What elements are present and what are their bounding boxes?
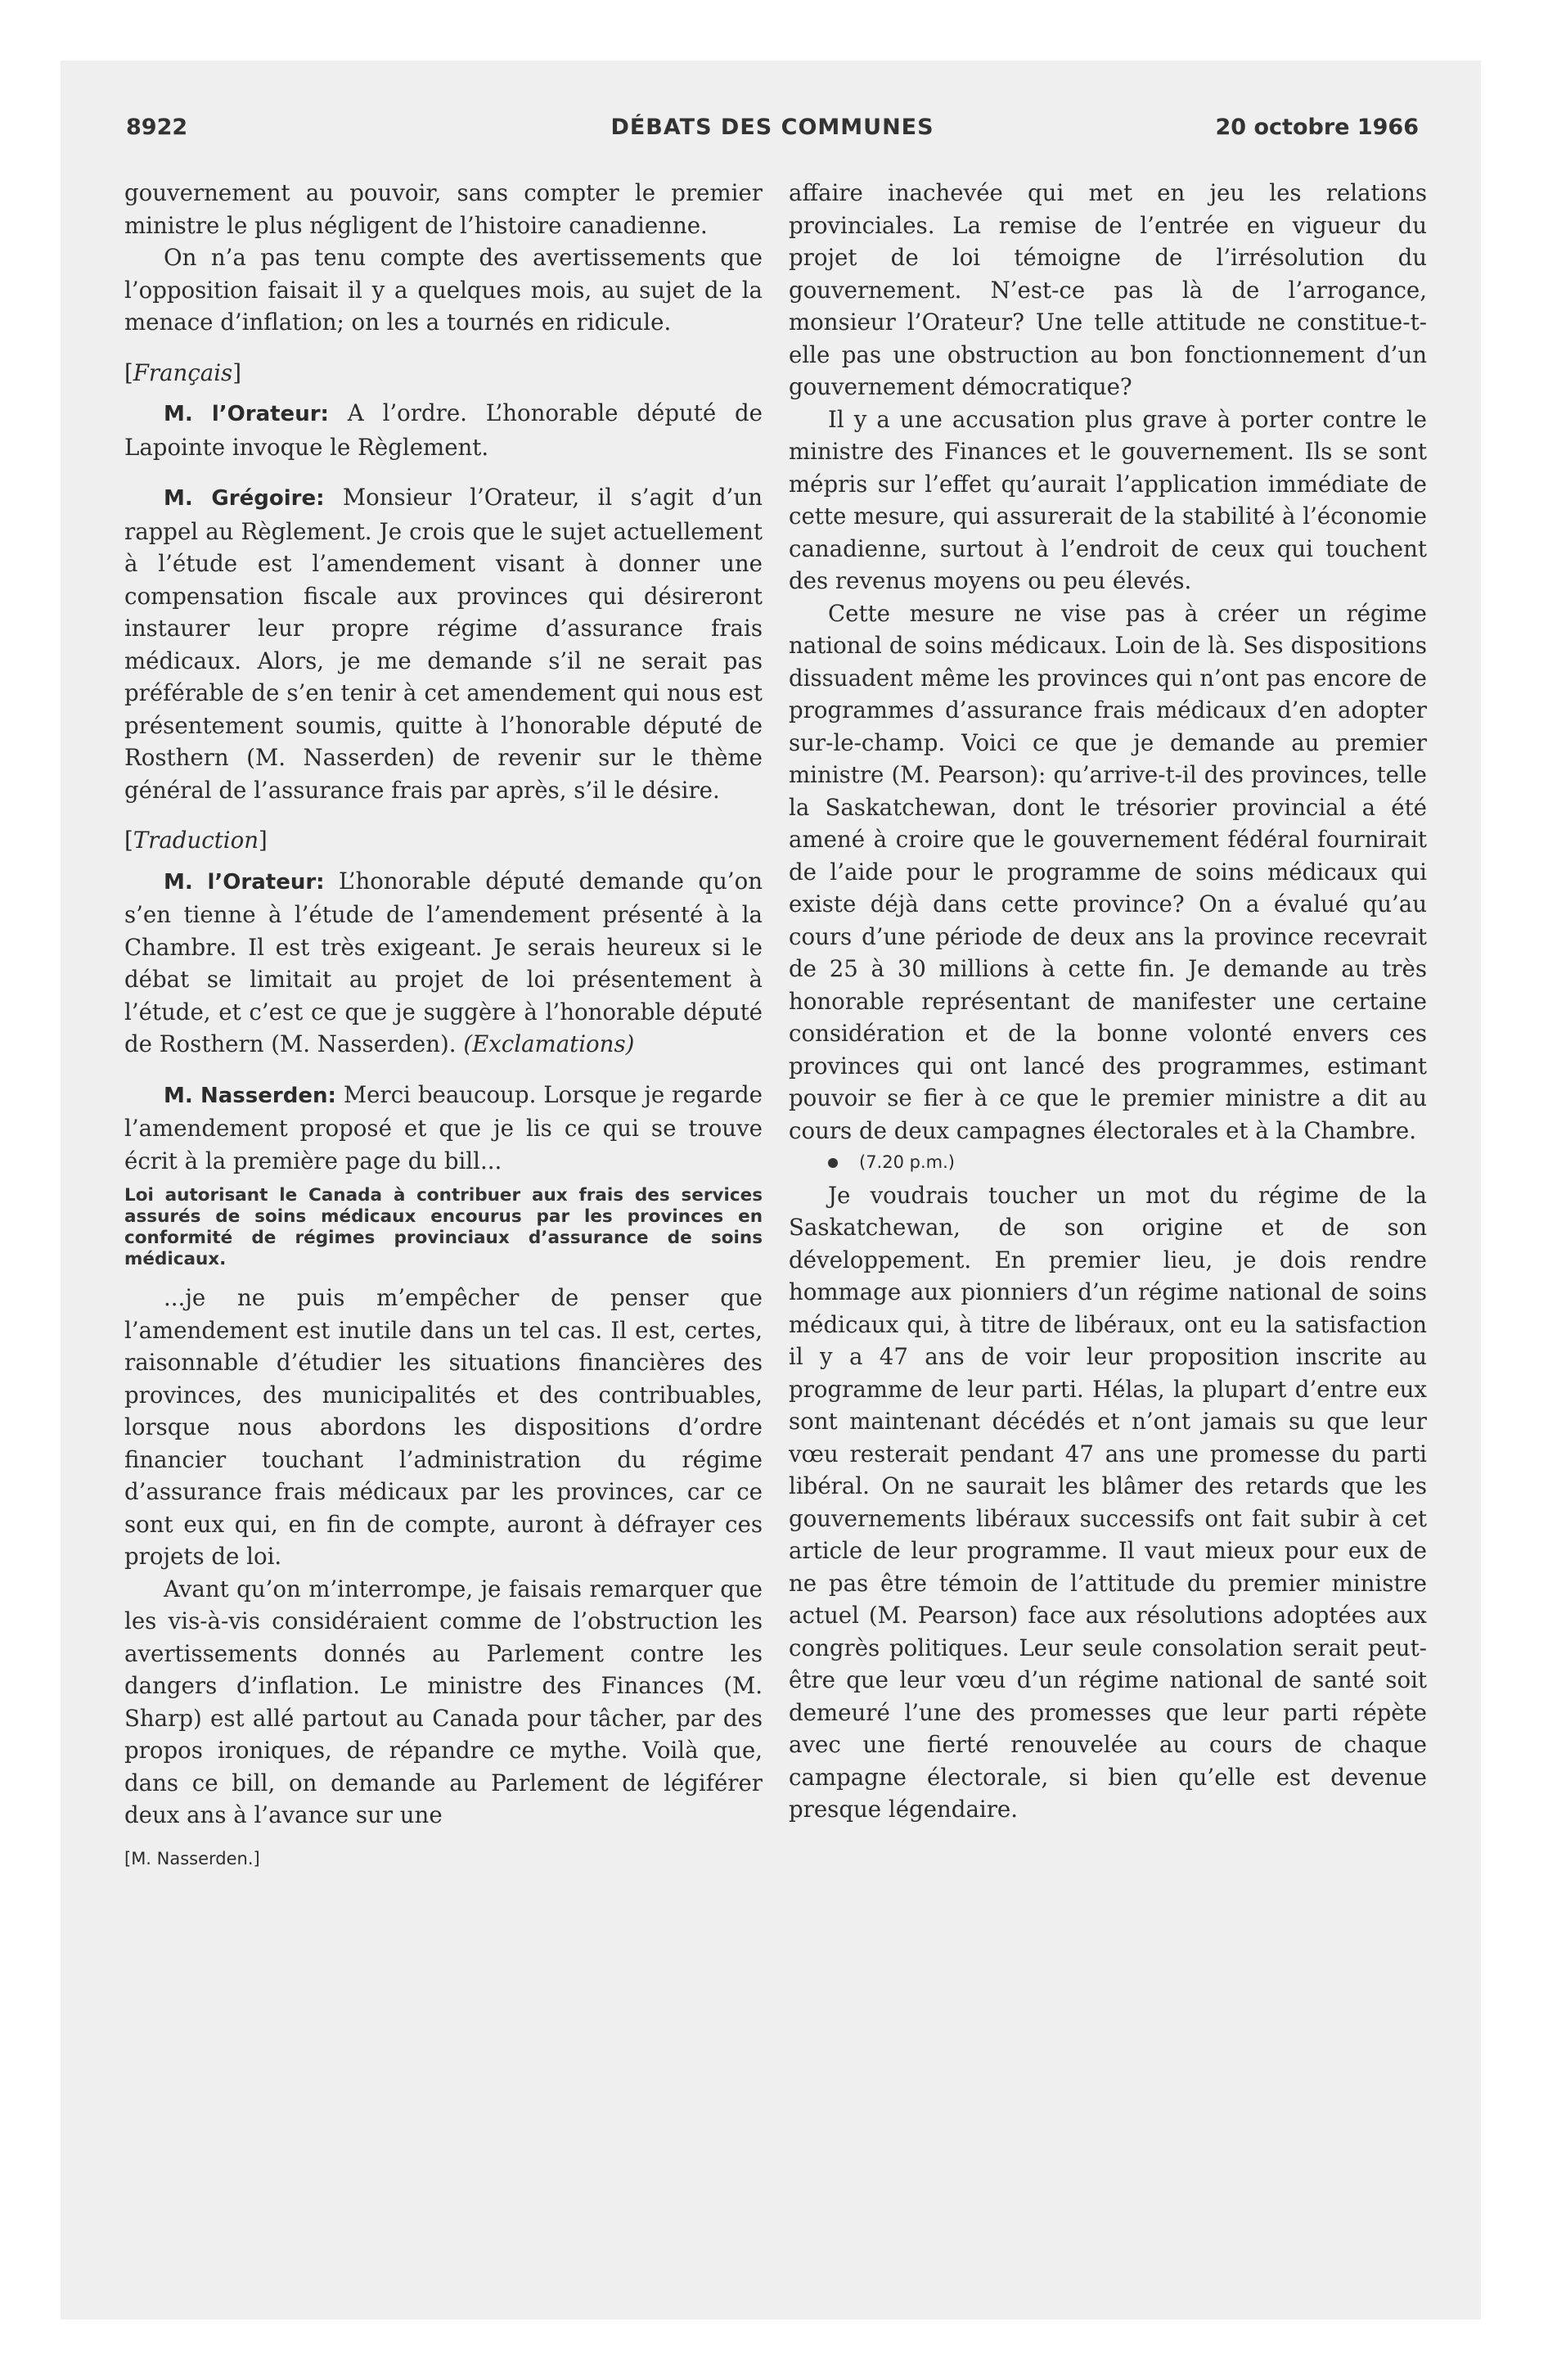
paragraph: Avant qu’on m’interrompe, je faisais remarquer que les vis-à-vis considéraient comme de l’obstruction les avertissements donnés au Parlement contre les dangers d’inflation. Le ministre des Finances (M. Sharp) est allé partout au Canada pour tâcher, par des propos ironiques, de répandre ce mythe. Voilà que, dans ce bill, on demande au Parlement de légiférer deux ans à l’avance sur une [124,1575,763,1828]
speaker-signature: [M. Nasserden.] [124,1848,260,1868]
publication-title: DÉBATS DES COMMUNES [610,115,934,140]
language-note-text: Français [133,358,233,386]
speech-orateur [124,397,763,463]
speaker-name: M. l’Orateur: [164,869,325,895]
speech-text: A l’ordre. L’honorable député de Lapointe invoque le Règlement. [124,399,763,461]
speaker-name: M. Nasserden: [164,1083,336,1108]
speech-text: Monsieur l’Orateur, il s’agit d’un rappel au Règlement. Je crois que le sujet actuellement à l’étude est l’amendement visant à donner une compensation fiscale aux provinces qui désireront instaurer leur propre régime d’assurance frais médicaux. Alors, je me demande s’il ne serait pas préférable de s’en tenir à cet amendement qui nous est présentement soumis, quitte à l’honorable député de Rosthern (M. Nasserden) de revenir sur le thème général de l’assurance frais par après, s’il le désire. [124,484,763,804]
bullet-icon [828,1158,838,1168]
publication-date: 20 octobre 1966 [1215,115,1419,140]
exclamations-note: (Exclamations) [463,1030,635,1057]
speech-nasserden [124,1079,763,1178]
language-note-traduction: [Traduction] [124,827,268,854]
paragraph: Je voudrais toucher un mot du régime de la Saskatchewan, de son origine et de son développement. En premier lieu, je dois rendre hommage aux pionniers d’un régime national de soins médicaux qui, à titre de libéraux, ont eu la satisfaction il y a 47 ans de voir leur proposition inscrite au programme de leur parti. Hélas, la plupart d’entre eux sont maintenant décédés et n’ont jamais su que leur vœu resterait pendant 47 ans une promesse du parti libéral. On ne saurait les blâmer des retards que les gouvernements libéraux successifs ont fait subir à cet article de leur programme. Il vaut mieux pour eux de ne pas être témoin de l’attitude du premier ministre actuel (M. Pearson) face aux résolutions adoptées aux congrès politiques. Leur seule consolation serait peut-être que leur vœu d’un régime national de santé soit demeuré l’une des promesses que leur parti répète avec une fierté renouvelée au cours de chaque campagne électorale, si bien qu’elle est devenue presque légendaire. [789,1181,1427,1823]
page-header [126,115,1419,156]
language-note-francais: [Français] [124,358,241,386]
left-column [124,177,763,1875]
time-marker [789,1147,1427,1179]
paragraph: On n’a pas tenu compte des avertissements que l’opposition faisait il y a quelques mois, au sujet de la menace d’inflation; on les a tournés en ridicule. [124,244,763,336]
speech-text: L’honorable député demande qu’on s’en tienne à l’étude de l’amendement présenté à la Chambre. Il est très exigeant. Je serais heureux si le débat se limitait au projet de loi présentement à l’étude, et c’est ce que je suggère à l’honorable député de Rosthern (M. Nasserden). [124,867,763,1057]
speech-text: Merci beaucoup. Lorsque je regarde l’amendement proposé et que je lis ce qui se trouve écrit à la première page du bill... [124,1080,763,1174]
right-column [789,177,1427,1826]
speaker-name: M. l’Orateur: [164,402,329,426]
paragraph: ...je ne puis m’empêcher de penser que l’amendement est inutile dans un tel cas. Il est, certes, raisonnable d’étudier les situations financières des provinces, des municipalités et des contribuables, lorsque nous abordons les dispositions d’ordre financier touchant l’administration du régime d’assurance frais médicaux par les provinces, car ce sont eux qui, en fin de compte, auront à défrayer ces projets de loi. [124,1284,763,1570]
speech-gregoire [124,481,763,806]
paragraph: gouvernement au pouvoir, sans compter le premier ministre le plus négligent de l’histoire canadienne. [124,179,763,239]
paragraph: Il y a une accusation plus grave à porter contre le ministre des Finances et le gouvernement. Ils se sont mépris sur l’effet qu’aurait l’application immédiate de cette mesure, qui assurerait de la stabilité à l’économie canadienne, surtout à l’endroit de ceux qui touchent des revenus moyens ou peu élevés. [789,405,1427,594]
speaker-name: M. Grégoire: [164,486,325,511]
paragraph: Cette mesure ne vise pas à créer un régime national de soins médicaux. Loin de là. Ses dispositions dissuadent même les provinces qui n’ont pas encore de programmes d’assurance frais médicaux d’en adopter sur-le-champ. Voici ce que je demande au premier ministre (M. Pearson): qu’arrive-t-il des provinces, telle la Saskatchewan, dont le trésorier provincial a été amené à croire que le gouvernement fédéral fournirait de l’aide pour le programme de soins médicaux qui existe déjà dans cette province? On a évalué qu’au cours d’une période de deux ans la province recevrait de 25 à 30 millions à cette fin. Je demande au très honorable représentant de manifester une certaine considération et de la bonne volonté envers ces provinces qui ont lancé des programmes, estimant pouvoir se fier à ce que le premier ministre a dit au cours de deux campagnes électorales et à la Chambre. [789,599,1427,1144]
page-number: 8922 [126,115,188,140]
language-note-text: Traduction [133,827,259,854]
time-text: (7.20 p.m.) [859,1152,955,1172]
bill-title-quote: Loi autorisant le Canada à contribuer aux frais des services assurés de soins médicaux encourus par les provinces en conformité de régimes provinciaux d’assurance de soins médicaux. [124,1185,763,1269]
speech-orateur [124,865,763,1061]
page [61,61,1481,2319]
paragraph: affaire inachevée qui met en jeu les relations provinciales. La remise de l’entrée en vigueur du projet de loi témoigne de l’irrésolution du gouvernement. N’est-ce pas là de l’arrogance, monsieur l’Orateur? Une telle attitude ne constitue-t-elle pas une obstruction au bon fonctionnement d’un gouvernement démocratique? [789,179,1427,400]
